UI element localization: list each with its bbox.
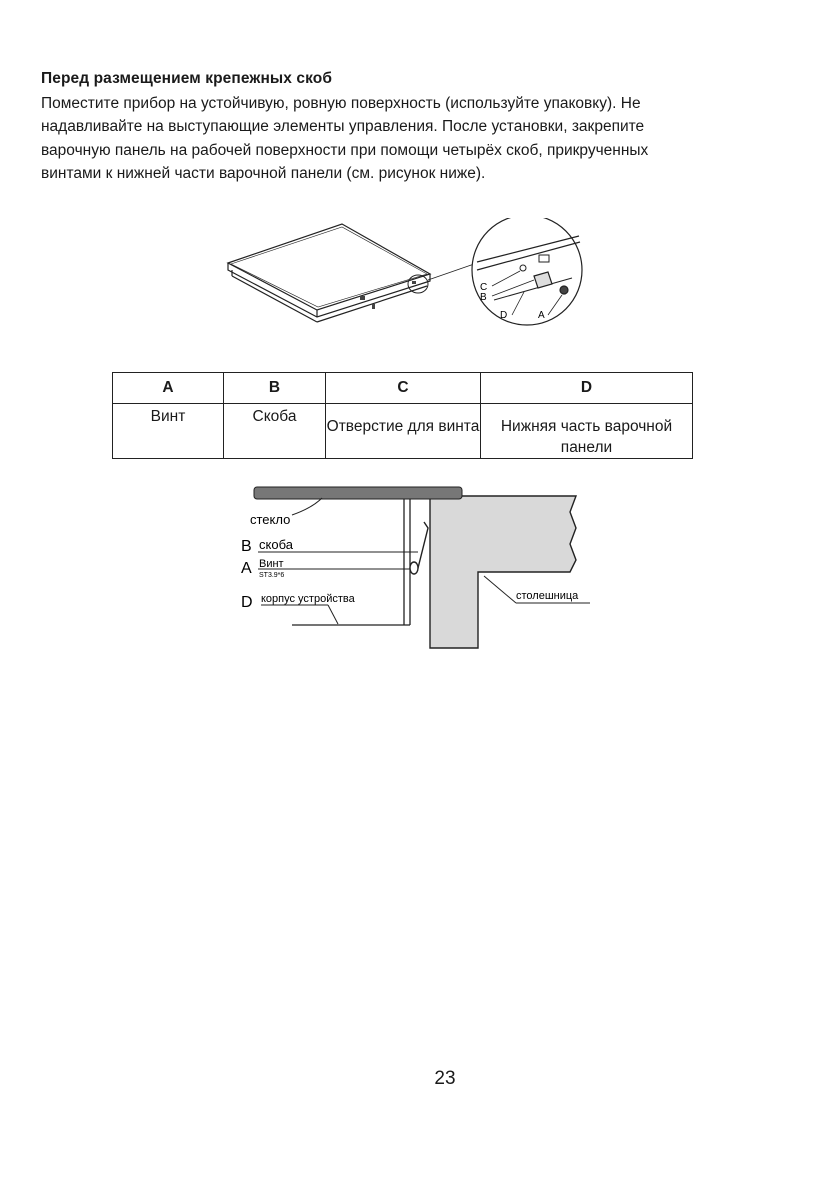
paragraph-line: надавливайте на выступающие элементы управления. После установки, закрепите: [41, 118, 645, 136]
table-cell: Нижняя часть варочной панели: [481, 404, 693, 459]
table-header: C: [326, 373, 481, 404]
bracket-letter: B: [241, 538, 252, 555]
countertop-shape: [430, 496, 576, 648]
hob-bracket-illustration: [222, 218, 622, 353]
appliance-body: [292, 499, 410, 625]
mounting-cross-section-diagram: [232, 484, 607, 656]
table-header: A: [113, 373, 224, 404]
glass-panel: [254, 487, 462, 499]
label-c: C: [480, 282, 488, 293]
countertop-label: столешница: [516, 590, 579, 602]
label-d: D: [500, 310, 508, 321]
screw-label: Винт: [259, 558, 284, 570]
table-header-row: [113, 373, 693, 404]
body-letter: D: [241, 594, 253, 611]
body-label: корпус устройства: [261, 593, 355, 605]
label-a: A: [538, 310, 545, 321]
table-row: [113, 404, 693, 459]
section-heading: Перед размещением крепежных скоб: [41, 70, 333, 87]
parts-table: [112, 372, 693, 459]
table-header: B: [224, 373, 326, 404]
paragraph-line: варочную панель на рабочей поверхности при помощи четырёх скоб, прикрученных: [41, 141, 649, 159]
bracket-and-screw: [410, 522, 428, 574]
detail-magnifier: [472, 218, 582, 325]
bracket-label: скоба: [259, 537, 293, 552]
table-cell: Винт: [113, 404, 224, 459]
screw-letter: A: [241, 560, 252, 577]
hob-drawing: [228, 224, 477, 322]
table-cell: Отверстие для винта: [326, 404, 481, 459]
screw-spec: ST3.9*6: [259, 572, 285, 579]
table-header: D: [481, 373, 693, 404]
paragraph-line: Поместите прибор на устойчивую, ровную поверхность (используйте упаковку). Не: [41, 95, 641, 112]
instruction-paragraph: [41, 92, 731, 185]
paragraph-line: винтами к нижней части варочной панели (см. рисунок ниже).: [41, 164, 486, 182]
table-cell: Скоба: [224, 404, 326, 459]
label-b: B: [480, 292, 487, 303]
page-number: 23: [434, 1068, 456, 1089]
glass-label: стекло: [250, 512, 291, 527]
